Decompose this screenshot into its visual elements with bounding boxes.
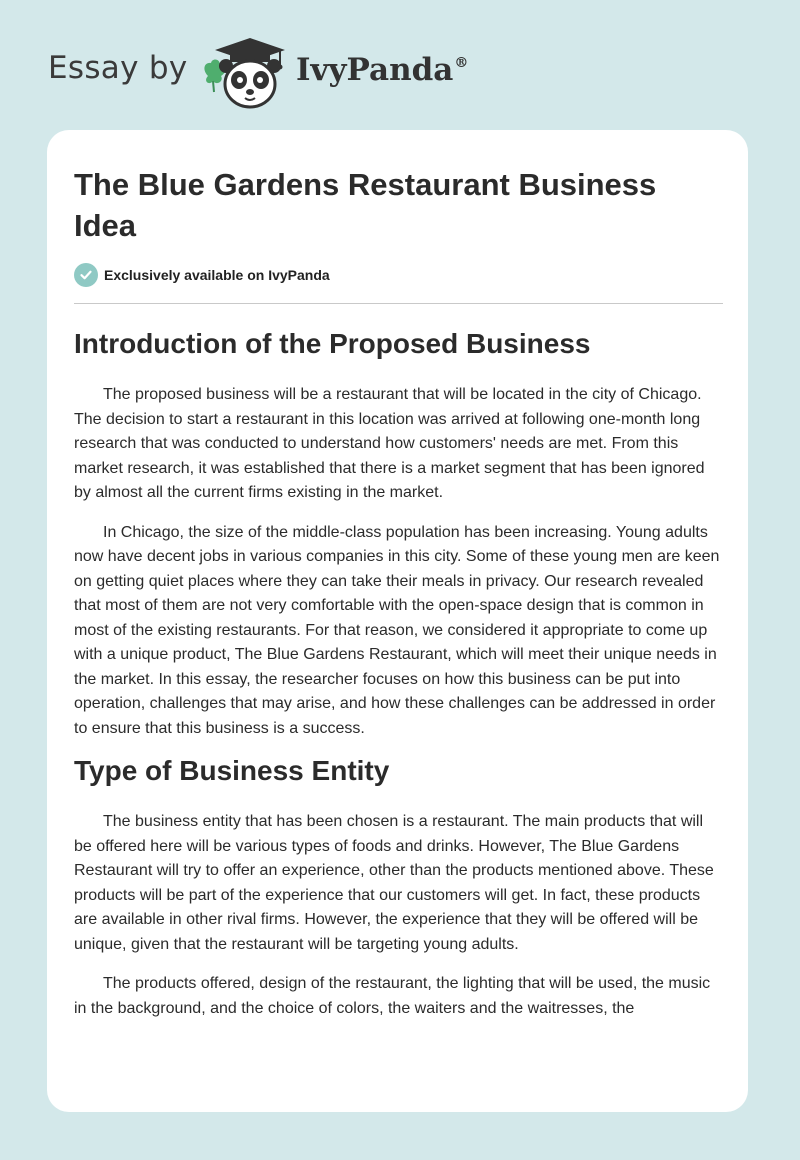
section-heading: Introduction of the Proposed Business [74, 328, 591, 359]
brand-text: IvyPanda [296, 52, 454, 88]
body-paragraph: The business entity that has been chosen is a restaurant. The main products that will be offered here will be various types of foods and drinks. However, The Blue Gardens Restaurant will try to offer an experience, other than the products mentioned above. These products will be part of the experience that our customers will get. In fact, these products are available in other rival firms. However, the experience that they will be offered will be unique, given that the restaurant will be targeting young adults. [74, 813, 714, 953]
brand-name[interactable] [296, 52, 468, 88]
body-paragraph: In Chicago, the size of the middle-class population has been increasing. Young adults now have decent jobs in various companies in this city. Some of these young men are keen on getting quiet places where they can take their meals in privacy. Our research revealed that most of them are not very comfortable with the open-space design that is common in most of the existing restaurants. For that reason, we considered it appropriate to come up with a unique product, The Blue Gardens Restaurant, which will meet their unique needs in the market. In this essay, the researcher focuses on how this business can be put into operation, challenges that may arise, and how these challenges can be addressed in order to ensure that this business is a success. [74, 523, 720, 737]
essay-title: The Blue Gardens Restaurant Business Idea [74, 167, 657, 243]
essay-card [47, 130, 748, 1112]
registered-mark: ® [454, 54, 469, 71]
body-paragraph: The proposed business will be a restaurant that will be located in the city of Chicago. The decision to start a restaurant in this location was arrived at following one-month long research that was conducted to understand how customers' needs are met. From this market research, it was established that there is a market segment that has been ignored by almost all the current firms existing in the market. [74, 386, 705, 501]
panda-logo-icon[interactable] [200, 36, 286, 110]
check-circle-icon [74, 263, 98, 287]
section-heading: Type of Business Entity [74, 755, 390, 786]
title-divider [74, 303, 723, 304]
essay-body [74, 320, 724, 1021]
exclusive-badge [74, 262, 330, 288]
body-paragraph: The products offered, design of the restaurant, the lighting that will be used, the music in the background, and the choice of colors, the waiters and the waitresses, the [74, 975, 711, 1017]
essay-by-label: Essay by [48, 50, 188, 86]
site-header [0, 0, 800, 120]
badge-label: Exclusively available on IvyPanda [104, 267, 330, 283]
